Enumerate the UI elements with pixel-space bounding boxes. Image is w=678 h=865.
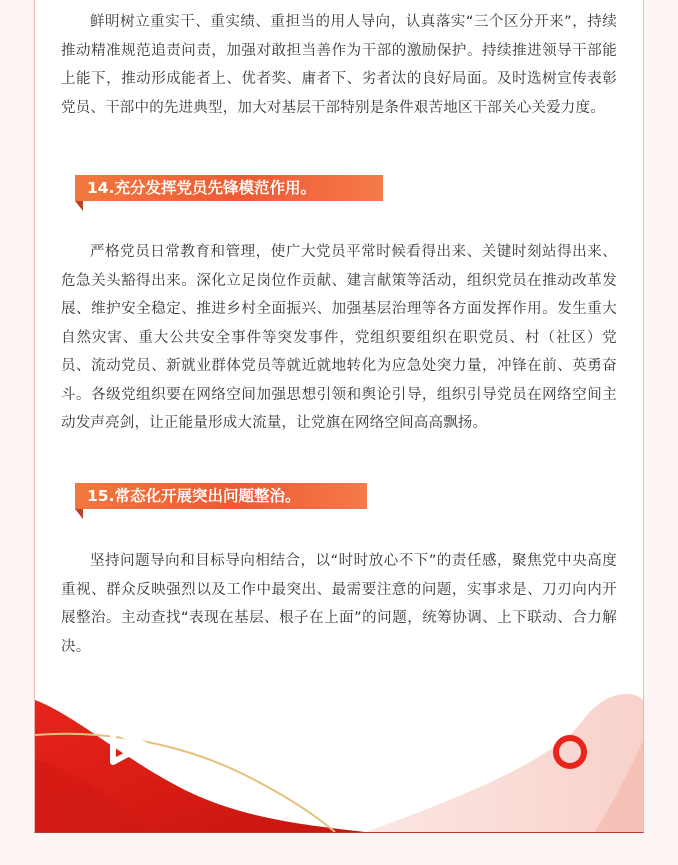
article-card: [34, 0, 644, 833]
paragraph-problem-rectification: 坚持问题导向和目标导向相结合，以“时时放心不下”的责任感，聚焦党中央高度重视、群众反映强烈以及工作中最突出、最需要注意的问题，实事求是、刀刃向内开展整治。主动查找“表现在基层、根子在上面”的问题，统筹协调、上下联动、合力解决。: [61, 553, 617, 655]
section-heading-15-label: 15.常态化开展突出问题整治。: [87, 487, 301, 505]
section-heading-14-label: 14.充分发挥党员先锋模范作用。: [87, 179, 316, 197]
ring-icon: [35, 0, 643, 832]
paragraph-cadre-incentives: 鲜明树立重实干、重实绩、重担当的用人导向，认真落实“三个区分开来”，持续推动精准规范追责问责，加强对敢担当善作为干部的激励保护。持续推进领导干部能上能下，推动形成能者上、优者奖、庸者下、劣者汰的良好局面。及时选树宣传表彰党员、干部中的先进典型，加大对基层干部特别是条件艰苦地区干部关心关爱力度。: [61, 14, 617, 116]
paragraph-party-members-role: 严格党员日常教育和管理，使广大党员平常时候看得出来、关键时刻站得出来、危急关头豁得出来。深化立足岗位作贡献、建言献策等活动，组织党员在推动改革发展、维护安全稳定、推进乡村全面振兴、加强基层治理等各方面发挥作用。发生重大自然灾害、重大公共安全事件等突发事件，党组织要组织在职党员、村（社区）党员、流动党员、新就业群体党员等就近就地转化为应急处突力量，冲锋在前、英勇奋斗。各级党组织要在网络空间加强思想引领和舆论引导，组织引导党员在网络空间主动发声亮剑，让正能量形成大流量，让党旗在网络空间高高飘扬。: [61, 244, 617, 431]
